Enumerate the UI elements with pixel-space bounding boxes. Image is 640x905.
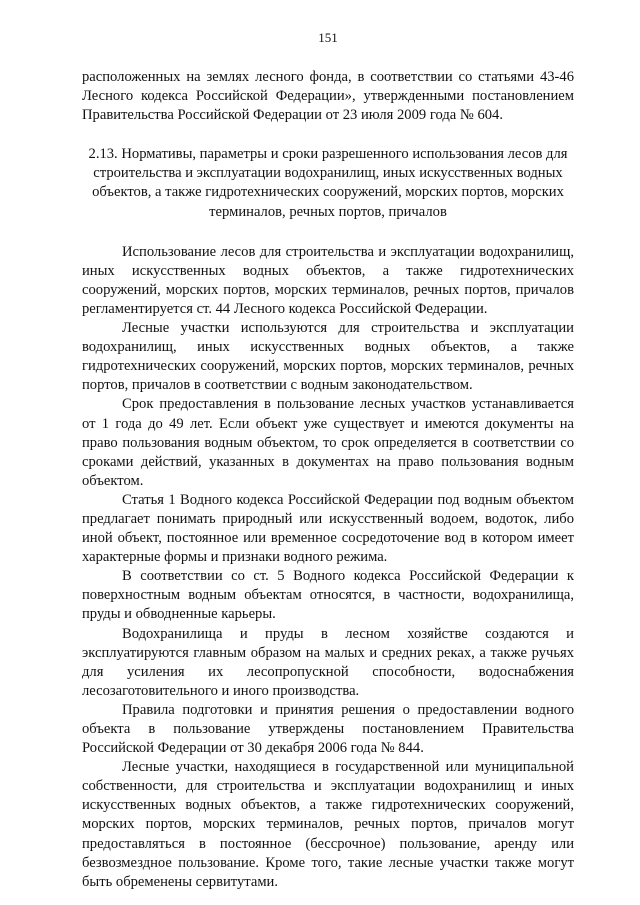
document-page bbox=[82, 30, 574, 892]
body-paragraph: Правила подготовки и принятия решения о предоставлении водного объекта в пользование утверждены постановлением Правительства Российской Федерации от 30 декабря 2006 года № 844. bbox=[82, 701, 574, 757]
body-paragraph: Использование лесов для строительства и эксплуатации водохранилищ, иных искусственных водных объектов, а также гидротехнических сооружений, морских портов, морских терминалов, речных портов, причалов регламентируется ст. 44 Лесного кодекса Российской Федерации. bbox=[82, 243, 574, 317]
body-paragraph: Лесные участки используются для строительства и эксплуатации водохранилищ, иных искусственных водных объектов, а также гидротехнических сооружений, морских портов, морских терминалов, речных портов, причалов в соответствии с водным законодательством. bbox=[82, 320, 574, 394]
body-paragraph: Срок предоставления в пользование лесных участков устанавливается от 1 года до 49 лет. Если объект уже существует и имеются документы на право пользования водным объектом, то срок определяется в соответствии со сроками действий, указанных в документах на право пользования водным объектом. bbox=[82, 396, 574, 489]
continuation-paragraph: расположенных на землях лесного фонда, в соответствии со статьями 43-46 Лесного кодекса Российской Федерации», утвержденными постановлением Правительства Российской Федерации от 23 июля 2009 года № 604. bbox=[82, 69, 574, 124]
body-paragraph: Водохранилища и пруды в лесном хозяйстве создаются и эксплуатируются главным образом на малых и средних реках, а также ручьях для усиления их лесопропускной способности, водоснабжения лесозаготовительного и иного производства. bbox=[82, 625, 574, 699]
section-heading: 2.13. Нормативы, параметры и сроки разрешенного использования лесов для строительства и эксплуатации водохранилищ, иных искусственных водных объектов, а также гидротехнических сооружений, морских портов, морских терминалов, речных портов, причалов bbox=[88, 146, 568, 220]
body-paragraph: В соответствии со ст. 5 Водного кодекса Российской Федерации к поверхностным водным объектам относятся, в частности, водохранилища, пруды и обводненные карьеры. bbox=[82, 568, 574, 623]
body-paragraph: Статья 1 Водного кодекса Российской Федерации под водным объектом предлагает понимать природный или искусственный водоем, водоток, либо иной объект, постоянное или временное сосредоточение вод в котором имеет характерные формы и признаки водного режима. bbox=[82, 491, 574, 566]
page-number: 151 bbox=[318, 30, 338, 45]
body-paragraph: Лесные участки, находящиеся в государственной или муниципальной собственности, для строительства и эксплуатации водохранилищ и иных искусственных водных объектов, а также гидротехнических сооружений, морских портов, морских терминалов, речных портов, причалов могут предоставляться в постоянное (бессрочное) пользование, аренду или безвозмездное пользование. Кроме того, такие лесные участки также могут быть обременены сервитутами. bbox=[82, 759, 574, 890]
